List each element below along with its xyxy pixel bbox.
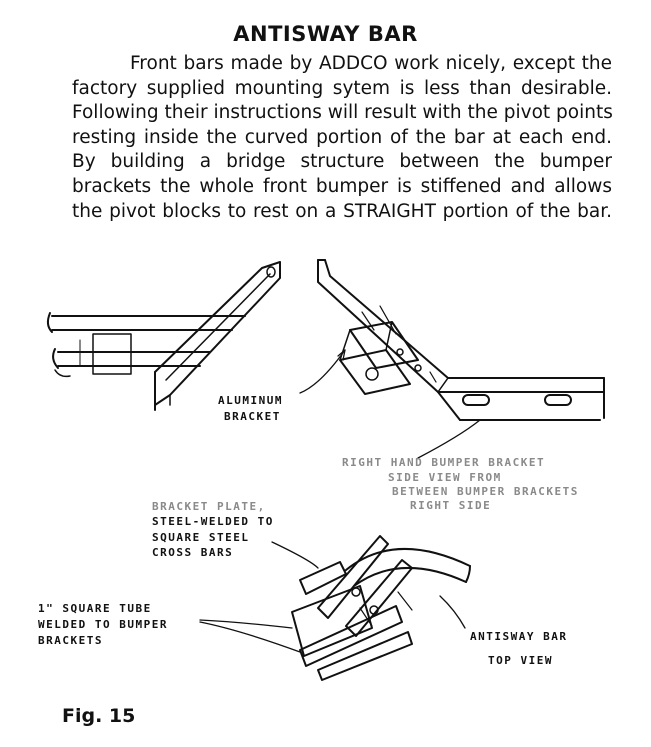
annotation-aluminum: ALUMINUM xyxy=(218,394,283,407)
annotation-side-view-2: SIDE VIEW FROM xyxy=(388,471,502,484)
bracket-plate-pointer xyxy=(272,542,318,568)
annotation-side-view-1: RIGHT HAND BUMPER BRACKET xyxy=(342,456,546,469)
square-tube-pointer xyxy=(200,620,292,628)
annotation-bracket-plate-1: BRACKET PLATE, xyxy=(152,500,266,513)
annotation-antisway-bar: ANTISWAY BAR xyxy=(470,630,568,643)
annotation-square-tube-3: BRACKETS xyxy=(38,634,103,647)
annotation-side-view-4: RIGHT SIDE xyxy=(410,499,492,512)
annotation-square-tube-1: 1" SQUARE TUBE xyxy=(38,602,152,615)
paragraph-line: Front bars made by ADDCO work nicely, except the xyxy=(130,53,612,74)
annotation-bracket-plate-3: SQUARE STEEL xyxy=(152,531,250,544)
paragraph-line: resting inside the curved portion of the bar at each end. xyxy=(72,126,612,148)
paragraph-line: By building a bridge structure between the bumper xyxy=(72,151,612,173)
annotation-square-tube-2: WELDED TO BUMPER xyxy=(38,618,168,631)
side-view-pointer xyxy=(418,420,480,458)
annotation-side-view-3: BETWEEN BUMPER BRACKETS xyxy=(392,485,579,498)
figure-label: Fig. 15 xyxy=(62,705,136,727)
paragraph-line: factory supplied mounting sytem is less than desirable. xyxy=(72,77,612,99)
annotation-bracket-plate-4: CROSS BARS xyxy=(152,546,234,559)
antisway-bar-pointer xyxy=(440,596,465,628)
page-title: ANTISWAY BAR xyxy=(233,22,418,46)
annotation-top-view: TOP VIEW xyxy=(488,654,553,667)
annotation-bracket-plate-2: STEEL-WELDED TO xyxy=(152,515,274,528)
top-view-assembly-sketch xyxy=(292,536,470,680)
paragraph-line: Following their instructions will result with the pivot points xyxy=(72,102,613,124)
left-bumper-bracket-sketch xyxy=(48,262,280,410)
right-bumper-bracket-sketch xyxy=(318,260,604,420)
annotation-bracket: BRACKET xyxy=(224,410,281,423)
paragraph-line: the pivot blocks to rest on a STRAIGHT portion of the bar. xyxy=(72,200,612,222)
paragraph-line: brackets the whole front bumper is stiffened and allows xyxy=(72,175,612,197)
